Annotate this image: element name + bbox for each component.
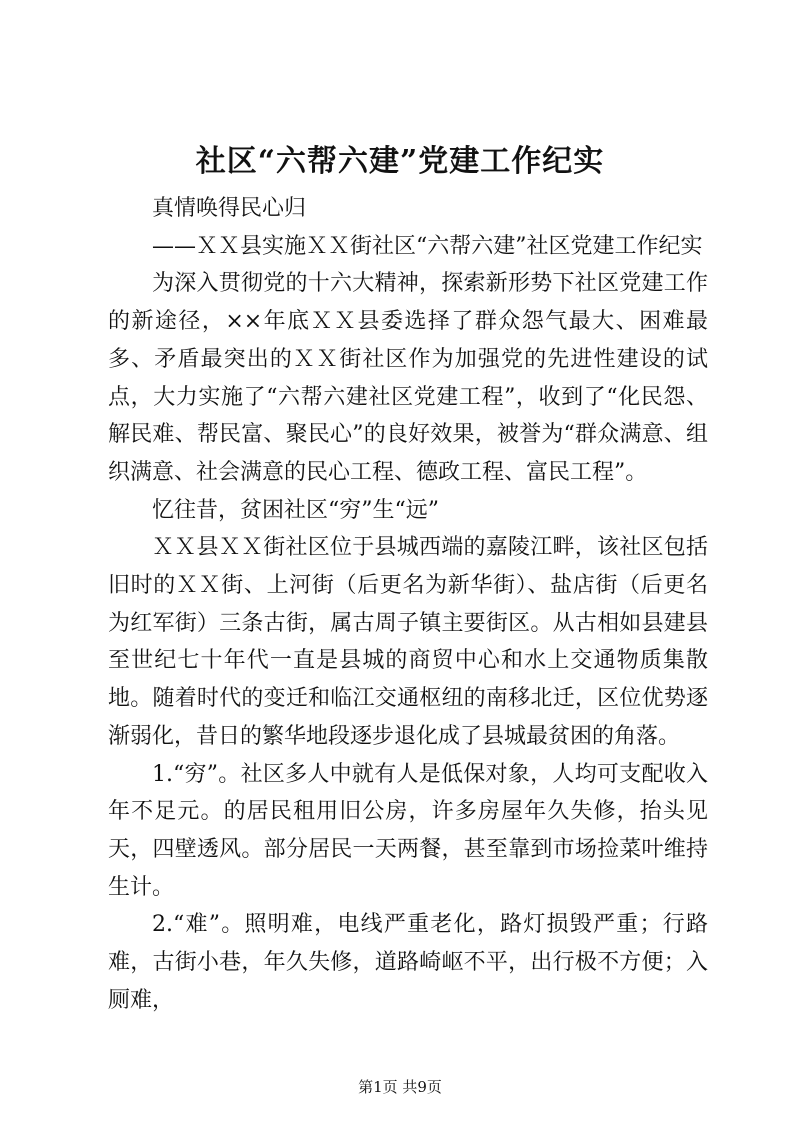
subtitle-paragraph: 真情唤得民心归: [152, 196, 307, 221]
background-paragraph: ＸＸ县ＸＸ街社区位于县城西端的嘉陵江畔，该社区包括旧时的ＸＸ街、上河街（后更名为新华街）、盐店街（后更名为红军街）三条古街，属古周子镇主要街区。从古相如县建县至世纪七十年代一直是县城的商贸中心和水上交通物质集散地。随着时代的变迁和临江交通枢纽的南移北迁，区位优势逐渐弱化，昔日的繁华地段逐步退化成了县城最贫困的角落。: [108, 535, 708, 749]
section-heading-paragraph: 忆往昔，贫困社区“穷”生“远”: [152, 497, 439, 523]
page-number-footer: 第1页 共9页: [358, 1078, 442, 1096]
poverty-paragraph: 1.“穷”。社区多人中就有人是低保对象，人均可支配收入年不足元。的居民租用旧公房，许多房屋年久失修，抬头见天，四壁透风。部分居民一天两餐，甚至靠到市场捡菜叶维持生计。: [108, 761, 708, 900]
document-body: [108, 190, 708, 1019]
intro-paragraph: 为深入贯彻党的十六大精神，探索新形势下社区党建工作的新途径，××年底ＸＸ县委选择了群众怨气最大、困难最多、矛盾最突出的ＸＸ街社区作为加强党的先进性建设的试点，大力实施了“六帮六建社区党建工程”，收到了“化民怨、解民难、帮民富、聚民心”的良好效果，被誉为“群众满意、组织满意、社会满意的民心工程、德政工程、富民工程”。: [108, 271, 708, 485]
document-title: 社区“六帮六建”党建工作纪实: [195, 144, 605, 179]
difficulty-paragraph: 2.“难”。照明难，电线严重老化，路灯损毁严重；行路难，古街小巷，年久失修，道路崎岖不平，出行极不方便；入厕难，: [108, 912, 708, 1013]
subtitle-byline-paragraph: ——ＸＸ县实施ＸＸ街社区“六帮六建”社区党建工作纪实: [152, 233, 703, 259]
